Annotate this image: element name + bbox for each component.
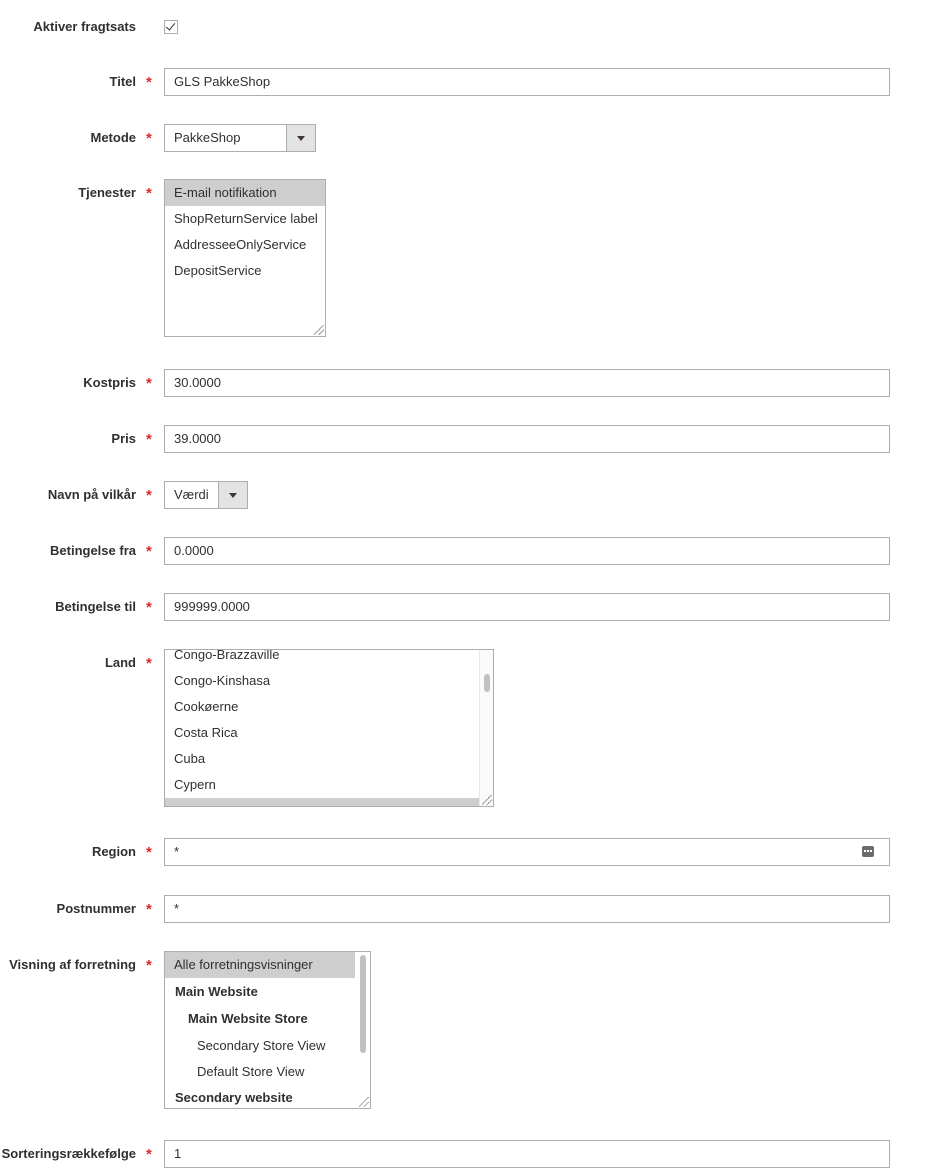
tjenester-option[interactable]: E-mail notifikation [165, 180, 325, 206]
sorteringsraekkefoelge-label: Sorteringsrækkefølge [1, 1146, 136, 1161]
betingelse-fra-input[interactable]: 0.0000 [164, 537, 890, 565]
metode-select[interactable] [164, 124, 316, 152]
tjenester-label: Tjenester [78, 185, 136, 200]
more-dots-icon[interactable] [862, 846, 874, 857]
chevron-down-icon [297, 136, 305, 141]
betingelse-til-label: Betingelse til [55, 599, 136, 614]
betingelse-til-input[interactable]: 999999.0000 [164, 593, 890, 621]
required-asterisk: * [146, 130, 152, 147]
land-option[interactable]: Cuba [174, 751, 206, 766]
required-asterisk: * [146, 599, 152, 616]
visning-option-store-view[interactable]: Default Store View [197, 1064, 305, 1079]
land-multiselect[interactable] [164, 649, 494, 807]
visning-scrollbar[interactable] [356, 952, 370, 1108]
postnummer-label: Postnummer [56, 901, 136, 916]
visning-af-forretning-multiselect[interactable] [164, 951, 371, 1109]
pris-label: Pris [111, 431, 136, 446]
titel-input[interactable]: GLS PakkeShop [164, 68, 890, 96]
resize-handle-icon[interactable] [314, 325, 324, 335]
land-option[interactable]: Cypern [174, 777, 216, 792]
navn-paa-vilkaar-select[interactable] [164, 481, 248, 509]
navn-paa-vilkaar-label: Navn på vilkår [47, 487, 136, 502]
region-label: Region [91, 844, 136, 859]
visning-option-store-view[interactable]: Secondary Store View [197, 1038, 326, 1053]
visning-option-store[interactable]: Main Website Store [188, 1011, 308, 1026]
chevron-down-icon [229, 493, 237, 498]
visning-scrollbar-thumb[interactable] [360, 955, 366, 1053]
visning-option[interactable]: Alle forretningsvisninger [165, 952, 355, 978]
tjenester-option[interactable]: DepositService [174, 263, 262, 278]
navn-paa-vilkaar-dropdown-toggle[interactable] [218, 482, 247, 508]
required-asterisk: * [146, 185, 152, 202]
land-label: Land [104, 655, 136, 670]
land-option[interactable]: Cookøerne [174, 699, 239, 714]
resize-handle-icon[interactable] [359, 1097, 369, 1107]
visning-af-forretning-label: Visning af forretning [9, 957, 136, 972]
land-option-partial[interactable] [165, 798, 479, 807]
aktiver-fragtsats-label: Aktiver fragtsats [33, 19, 136, 34]
land-option[interactable]: Congo-Kinshasa [174, 673, 271, 688]
titel-label: Titel [109, 74, 136, 89]
visning-option-website[interactable]: Secondary website [175, 1090, 293, 1105]
checkmark-icon [166, 20, 176, 30]
navn-paa-vilkaar-value: Værdi [174, 487, 209, 502]
betingelse-fra-label: Betingelse fra [50, 543, 136, 558]
required-asterisk: * [146, 655, 152, 672]
required-asterisk: * [146, 957, 152, 974]
land-scrollbar-thumb[interactable] [484, 674, 490, 692]
kostpris-label: Kostpris [83, 375, 136, 390]
required-asterisk: * [146, 487, 152, 504]
required-asterisk: * [146, 431, 152, 448]
region-value: * [174, 844, 180, 859]
resize-handle-icon[interactable] [482, 795, 492, 805]
postnummer-input[interactable]: * [164, 895, 890, 923]
required-asterisk: * [146, 1146, 152, 1163]
metode-dropdown-toggle[interactable] [286, 125, 315, 151]
metode-value: PakkeShop [174, 130, 241, 145]
tjenester-option[interactable]: ShopReturnService label [174, 211, 318, 226]
pris-input[interactable]: 39.0000 [164, 425, 890, 453]
required-asterisk: * [146, 375, 152, 392]
tjenester-option[interactable]: AddresseeOnlyService [174, 237, 307, 252]
required-asterisk: * [146, 543, 152, 560]
required-asterisk: * [146, 844, 152, 861]
kostpris-input[interactable]: 30.0000 [164, 369, 890, 397]
tjenester-multiselect[interactable] [164, 179, 326, 337]
land-scrollbar[interactable] [479, 650, 493, 806]
aktiver-fragtsats-checkbox[interactable] [164, 20, 178, 34]
required-asterisk: * [146, 74, 152, 91]
land-option[interactable]: Costa Rica [174, 725, 238, 740]
land-option[interactable]: Congo-Brazzaville [174, 649, 280, 662]
sorteringsraekkefoelge-input[interactable]: 1 [164, 1140, 890, 1168]
required-asterisk: * [146, 901, 152, 918]
visning-option-website[interactable]: Main Website [175, 984, 258, 999]
region-input[interactable] [164, 838, 890, 866]
metode-label: Metode [90, 130, 136, 145]
